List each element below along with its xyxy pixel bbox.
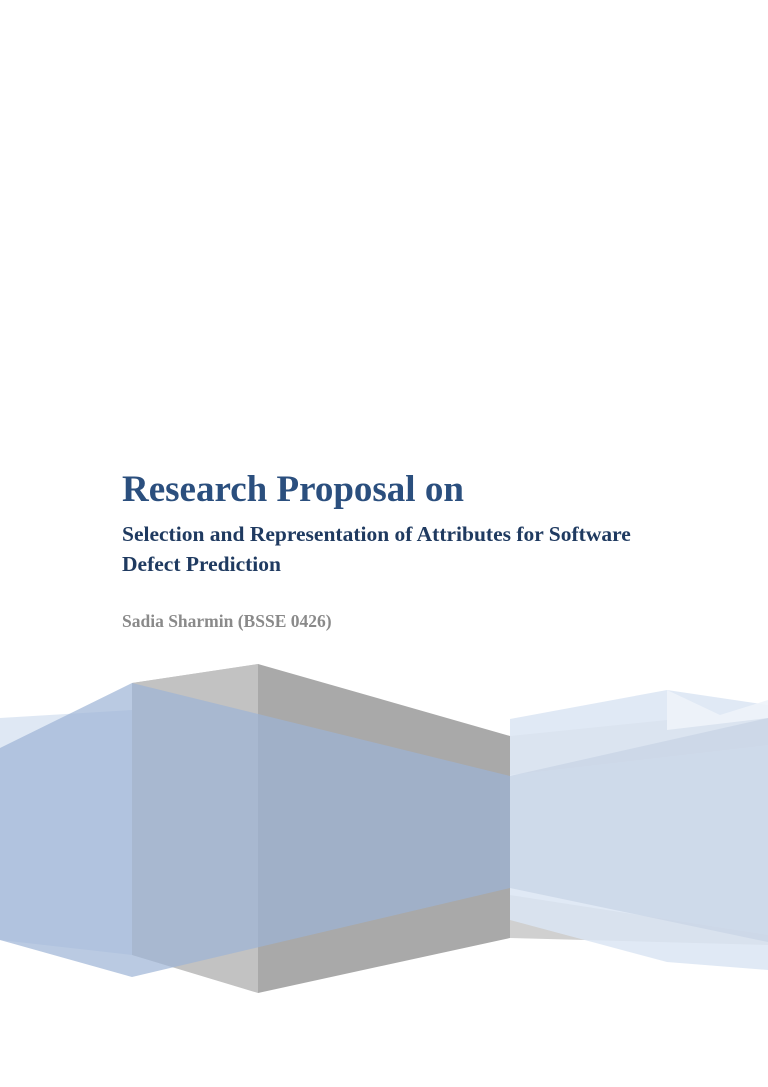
document-subtitle: Selection and Representation of Attributes for Software Defect Prediction [122, 522, 631, 576]
document-author: Sadia Sharmin (BSSE 0426) [122, 611, 332, 631]
document-title: Research Proposal on [122, 469, 464, 510]
